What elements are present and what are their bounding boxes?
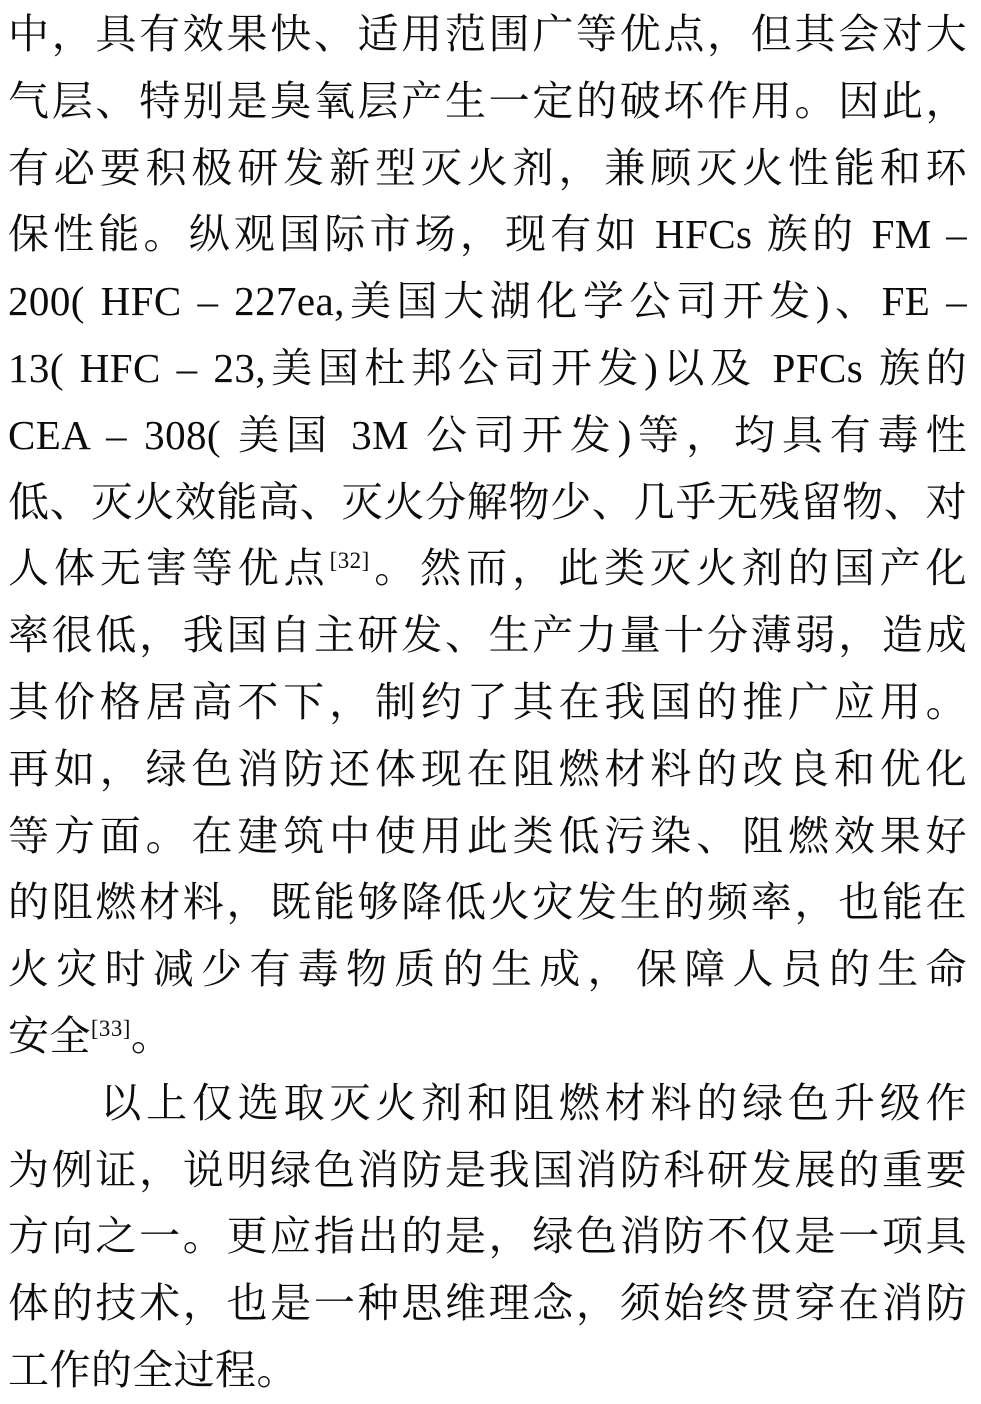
text-line [8,402,967,469]
text-segment: 方向之一。更应指出的是，绿色消防不仅是一项具 [8,1213,967,1260]
text-line [8,135,967,202]
text-segment: 火灾时减少有毒物质的生成，保障人员的生命 [8,946,967,993]
text-line [8,1003,967,1070]
text-segment: 等方面。在建筑中使用此类低污染、阻燃效果好 [8,812,967,859]
text-line [8,535,967,602]
text-line [8,1070,967,1137]
text-segment: 的阻燃材料，既能够降低火灾发生的频率，也能在 [8,879,967,926]
text-line [8,669,967,736]
text-line [8,1270,967,1337]
text-segment: 其价格居高不下，制约了其在我国的推广应用。 [8,678,967,725]
text-segment: 安全 [8,1012,91,1059]
text-segment: 再如，绿色消防还体现在阻燃材料的改良和优化 [8,745,967,792]
text-line [8,803,967,870]
text-segment: 工作的全过程。 [8,1346,298,1393]
text-segment: 中，具有效果快、适用范围广等优点，但其会对大 [8,11,967,57]
text-line [8,602,967,669]
text-line [8,268,967,335]
text-line [8,68,967,135]
text-segment: 。 [130,1012,173,1059]
text-segment: 低、灭火效能高、灭火分解物少、几乎无残留物、对 [8,478,967,525]
text-line [8,736,967,803]
citation-marker: [32] [329,548,370,574]
citation-marker: [33] [90,1015,131,1041]
text-line [8,201,967,268]
text-segment: CEA – 308( 美国 3M 公司开发)等，均具有毒性 [8,411,967,458]
text-line [8,469,967,536]
text-segment: 13( HFC – 23,美国杜邦公司开发)以及 PFCs 族的 [8,344,967,391]
text-line [8,1,967,68]
text-line [8,936,967,1003]
text-line [8,335,967,402]
text-segment: 有必要积极研发新型灭火剂，兼顾灭火性能和环 [8,144,967,191]
text-line [8,1337,967,1404]
text-segment: 气层、特别是臭氧层产生一定的破坏作用。因此， [8,77,967,124]
text-segment: 人体无害等优点 [8,545,330,592]
text-segment: 以上仅选取灭火剂和阻燃材料的绿色升级作 [100,1079,967,1126]
body-text [8,1,967,1404]
text-segment: 率很低，我国自主研发、生产力量十分薄弱，造成 [8,612,967,659]
text-segment: 。然而，此类灭火剂的国产化 [369,545,967,592]
text-line [8,1203,967,1270]
text-line [8,1137,967,1204]
text-segment: 体的技术，也是一种思维理念，须始终贯穿在消防 [8,1280,967,1327]
text-segment: 为例证，说明绿色消防是我国消防科研发展的重要 [8,1146,967,1193]
text-segment: 200( HFC – 227ea,美国大湖化学公司开发)、FE – [8,278,967,325]
text-segment: 保性能。纵观国际市场，现有如 HFCs 族的 FM – [8,211,967,258]
text-line [8,869,967,936]
